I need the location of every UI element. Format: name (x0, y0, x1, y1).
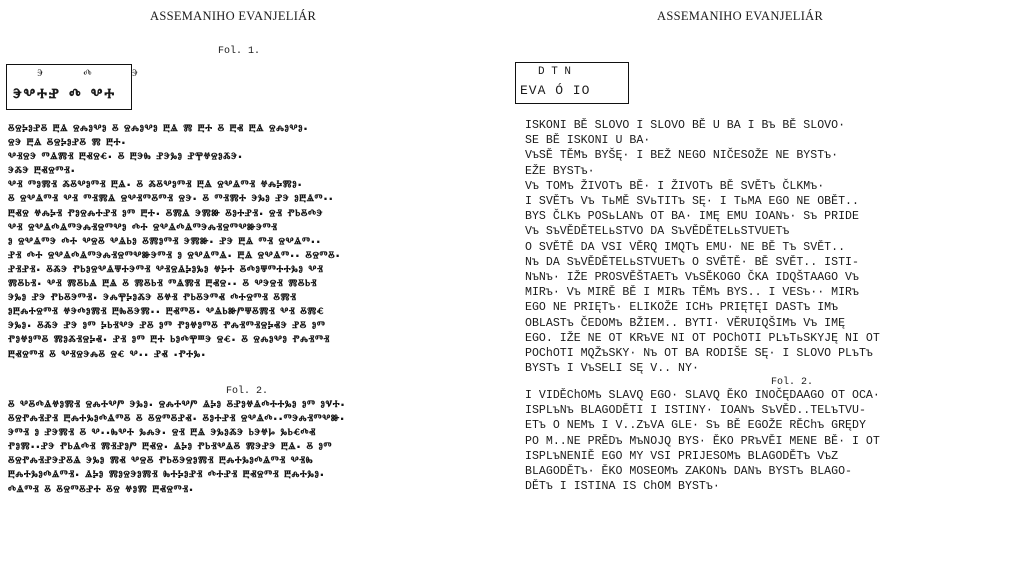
glagolitic-line: ⰵⱅⱐ ⱁ ⱀⰵⰿⱐ ⰻ ⰲ··ⰸⰲⰰ ⰳⰾⰵ· ⱄⱐ ⰱⱑ ⰵⰳⱁⰶⰵ ⱃⰵⱍⱈ ⰳⱃⱔⰴⱏ (8, 426, 316, 441)
right-title-box-superscript: D T N (538, 66, 572, 78)
glagolitic-line: ⰱⱏⱄ ⱍⰾⰽⱐ ⱂⱁⱄⰾⰰⱀⱐ ⱁⱅ ⰱⰰ· ⰻⰿⱑ ⰵⰿⱆ ⰻⱁⰰⱀⱐ· ⱄⱐ ⱂⱃⰻⰴⰵ (8, 206, 324, 221)
glagolitic-line: ⱁⰱⰾⰰⱄⱅⱐ ⱍⰵⰴⱁⰿⱐ ⰱⰸⰻⰵⰿ·· ⰱⱏⱅⰻ· ⰲⱑⱃⱆⱓⱋⰻⰿⱐ ⰲⱐ ⰻⰿⱔ (8, 305, 325, 320)
glagolitic-line: ⱄⰵ ⰱⱑ ⰻⱄⰽⱁⱀⰻ ⰿ ⰱⰰ· (8, 136, 127, 151)
latin-line: PO M..NE PRĚDъ MъNOJQ BYS· ĚKO PRъVĚI MENE BĚ· I OT (525, 434, 880, 448)
latin-line: NъNъ· IŽE PROSVĚŠTAETъ VъSĚKOGO ČKA IDQŠTAAGO Vъ (525, 271, 859, 285)
glagolitic-line: ⰱⰾⰰⰳⱁⰴⱑⱅⱐ· ⱑⰽⱁ ⰿⱁⱄⰵⱁⰿⱐ ⰸⰰⰽⱁⱀⱐ ⰴⰰⱀⱐ ⰱⱏⱄⱅⱐ ⰱⰾⰰⰳⱁ· (8, 468, 325, 483)
latin-line: I SVĚTъ Vъ TьMĚ SVьTITъ SĘ· I TьMA EGO NE OBĚT.. (525, 195, 859, 209)
latin-line: EGO NE PRIĘTъ· ELIKOŽE ICHъ PRIĘTĘI DASTъ IMъ (525, 301, 839, 315)
glagolitic-line: ⱁ ⱄⰲⱑⱅⰵ ⰴⰰ ⰲⱄⰻ ⰲⱑⱃⱁ ⰻⰿⱁⱅⱐ ⰵⰿⱆ· ⱀⰵ ⰱⱑ ⱅⱐ ⱄⰲⱑⱅ·· (8, 234, 322, 249)
latin-line: O SVĚTĚ DA VSI VĚRQ IMQTъ EMU· NE BĚ Tъ SVĚT.. (525, 240, 846, 254)
right-title-box-main: EVA Ó IO (520, 83, 591, 98)
glagolitic-line: ⰲⱐⱄⰵ ⱅⱑⰿⱐ ⰱⱏⱄⱔ· ⰻ ⰱⰵⰸ ⱀⰵⰳⱁ ⱀⰹⱍⱄⱁⰶⰵ· (8, 150, 243, 165)
right-title-box (515, 62, 629, 104)
latin-line: SE BĚ ISKONI U BA· (525, 134, 651, 148)
latin-line: POChOTI MQŽъSKY· Nъ OT BA RODIŠE SĘ· I SLOVO PLъTъ (525, 347, 873, 361)
glagolitic-line: ⰵⰶⰵ ⰱⱏⱄⱅⱐ· (8, 164, 76, 179)
glagolitic-text-block-2 (8, 398, 498, 497)
right-page-heading: ASSEMANIHO EVANJELIÁR (657, 9, 824, 23)
latin-line: Nъ DA SъVĚDĚTELьSTVUETъ O SVĚTĚ· BĚ SVĚT.. ISTI- (525, 255, 859, 269)
right-folio-2: Fol. 2. (771, 377, 814, 388)
glagolitic-line: ⰵⰳⱁ· ⰻⰶⰵ ⱀⰵ ⱁⱅ ⰽⱃⱐⰲⰵ ⱀⰻ ⱁⱅ ⱂⱁⱍⱁⱅⰻ ⱂⰾⱐⱅⱐⱄⰽⱏⰵ ⱀⰻ ⱁⱅ (8, 319, 326, 334)
latin-line: ISPLъNъ BLAGODĚTI I ISTINY· IOANъ SъVĚD..TELъTVU- (525, 404, 866, 418)
glagolitic-line: ⱂⱁⱍⱁⱅⰻ ⰿⱁⰶⱐⱄⰽⱏ· ⱀⱐ ⱁⱅ ⰱⰰ ⱃⱁⰴⰹⱎⰵ ⱄⱔ· ⰻ ⱄⰾⱁⰲⱁ ⱂⰾⱐⱅⱐ (8, 333, 330, 348)
left-page (0, 0, 500, 572)
latin-line: DĚTъ I ISTINA IS ChOM BYSTъ· (525, 480, 720, 494)
latin-line: EŽE BYSTъ· (525, 164, 595, 178)
left-folio-1: Fol. 1. (218, 46, 261, 57)
left-page-heading: ASSEMANIHO EVANJELIÁR (150, 9, 317, 23)
glagolitic-line: ⱀⱐⱀⱐ· ⰻⰶⰵ ⱂⱃⱁⱄⰲⱑⱋⰰⰵⱅⱐ ⰲⱐⱄⱑⰽⱁⰳⱁ ⱍⰽⰰ ⰻⰴⱁⱋⱅⰰⰰⰳⱁ ⰲⱐ (8, 262, 324, 277)
latin-line: VъSĚ TĚMъ BYŠĘ· I BEŽ NEGO NIČESOŽE NE BYSTъ· (525, 149, 839, 163)
latin-text-block-1 (525, 118, 1025, 376)
glagolitic-line: ⰻ ⱄⰲⱑⱅⱐ ⰲⱐ ⱅⱐⰿⱑ ⱄⰲⱐⱅⰻⱅⱐ ⱄⰵ· ⰻ ⱅⱐⰿⰰ ⰵⰳⱁ ⱀⰵ ⱁⰱⱑⱅ·· (8, 192, 334, 207)
glagolitic-line: ⰲⱐ ⱄⰲⱑⰴⱑⱅⰵⰾⱐⱄⱅⰲⱁ ⰴⰰ ⱄⰲⱑⰴⱑⱅⰵⰾⱐⱄⱅⰲⱆⰵⱅⱐ (8, 220, 278, 235)
glagolitic-line: ⰱⱏⱄⱅⱐ ⰻ ⰲⱐⱄⰵⰾⰻ ⱄⱔ ⰲ·· ⱀⱏ ·ⱂⰰⰳ· (8, 347, 207, 362)
glagolitic-line: ⰻⱄⰽⱁⱀⰻ ⰱⱑ ⱄⰾⱁⰲⱁ ⰻ ⱄⰾⱁⰲⱁ ⰱⱑ ⰿ ⰱⰰ ⰻ ⰱⱏ ⰱⱑ ⱄⰾⱁⰲⱁ· (8, 122, 309, 136)
latin-line: MIRъ· Vъ MIRĚ BĚ I MIRъ TĚMъ BYS.. I VESъ·· MIRъ (525, 286, 859, 300)
glagolitic-line: ⰻ ⰲⰻⰴⱑⱍⱁⰿⱐ ⱄⰾⰰⰲⱓ ⰵⰳⱁ· ⱄⰾⰰⰲⱓ ⱑⰽⱁ ⰻⱀⱁⱍⱑⰴⰰⰰⰳⱁ ⱁⱅ ⱁⱌⰰ· (8, 398, 346, 412)
glagolitic-line: ⰿⰻⱃⱐ· ⰲⱐ ⰿⰻⱃⱑ ⰱⱑ ⰻ ⰿⰻⱃⱐ ⱅⱑⰿⱐ ⰱⱏⱄ·· ⰻ ⰲⰵⱄⱐ ⰿⰻⱃⱐ (8, 277, 318, 292)
latin-text-block-2 (525, 388, 1025, 494)
glagolitic-line: ⱂⱁⰿ··ⱀⰵ ⱂⱃⱑⰴⱐ ⰿⱐⱀⱁⱓ ⰱⱏⱄ· ⱑⰽⱁ ⱂⱃⱐⰲⱑⰻ ⰿⰵⱀⰵ ⰱⱑ· ⰻ ⱁⱅ (8, 440, 333, 455)
left-folio-2: Fol. 2. (226, 386, 269, 397)
latin-line: ISKONI BĚ SLOVO I SLOVO BĚ U BA I Bъ BĚ SLOVO· (525, 119, 846, 132)
latin-line: Vъ TOMъ ŽIVOTъ BĚ· I ŽIVOTъ BĚ SVĚTъ ČLKMъ· (525, 179, 825, 193)
glagolitic-line: ⰻⱄⱂⰾⱐⱀⱐ ⰱⰾⰰⰳⱁⰴⱑⱅⰻ ⰻ ⰻⱄⱅⰻⱀⱏ· ⰻⱁⰰⱀⱐ ⱄⰲⱑⰴ··ⱅⰵⰾⱐⱅⰲⱆ· (8, 412, 346, 427)
latin-line: EGO. IŽE NE OT KRъVE NI OT POChOTI PLъTьSKYJĘ NI OT (525, 331, 880, 345)
latin-line: I VIDĚChOMъ SLAVQ EGO· SLAVQ ĚKO INOČĘDAAGO OT OCA· (525, 389, 880, 402)
glagolitic-line: ⰻⱄⱂⰾⱐⱀⰵⱀⰻⱑ ⰵⰳⱁ ⰿⱏ ⰲⱄⰻ ⱂⱃⰻⰵⱄⱁⰿⱐ ⰱⰾⰰⰳⱁⰴⱑⱅⱐ ⰲⱐⰸ (8, 454, 314, 469)
latin-line: BYSTъ I VъSELI SĘ V.. NY· (525, 362, 699, 376)
left-title-box-main: ⰵⰲⰰⱀ ⰴ ⰲⰰ (13, 85, 117, 106)
latin-line: BYS ČLKъ POSьLANъ OT BA· IMĘ EMU IOANъ· Sъ PRIDE (525, 210, 859, 224)
left-title-box (6, 64, 157, 110)
latin-line: BLAGODĚTъ· ĚKO MOSEOMъ ZAKONъ DANъ BYSTъ BLAGO- (525, 465, 852, 479)
latin-line: OBLASTъ ČEDOMъ BŽIEM.. BYTI· VĚRUIQŠIMъ Vъ IMĘ (525, 316, 846, 330)
right-page (515, 0, 1030, 572)
glagolitic-text-block-1 (8, 122, 498, 362)
latin-line: Vъ SъVĚDĚTELьSTVO DA SъVĚDĚTELьSTVUETъ (525, 225, 790, 239)
glagolitic-line: ⱀⱐ ⰴⰰ ⱄⰲⱑⰴⱑⱅⰵⰾⱐⱄⱅⰲⱆⰵⱅⱐ ⱁ ⱄⰲⱑⱅⱑ· ⰱⱑ ⱄⰲⱑⱅ·· ⰻⱄⱅⰻ· (8, 248, 341, 263)
latin-line: ISPLъNENIĚ EGO MY VSI PRIJESOMъ BLAGODĚTъ VъZ (525, 449, 839, 463)
glagolitic-line: ⰴⱑⱅⱐ ⰻ ⰻⱄⱅⰻⱀⰰ ⰻⱄ ⱍⱁⰿ ⰱⱏⱄⱅⱐ· (8, 482, 195, 497)
latin-line: ETъ O NEMъ I V..ZъVA GLE· Sъ BĚ EGOŽE RĚChъ GRĘDY (525, 419, 866, 433)
left-title-box-superscript: ⰵ ⰴ ⰵ (37, 67, 157, 82)
glagolitic-line: ⰵⰳⱁ ⱀⰵ ⱂⱃⰻⰵⱅⱐ· ⰵⰾⰹⰽⱁⰶⰵ ⰻⱍⱐ ⱂⱃⰻⰵⱅⱏ ⰴⰰⱄⱅⱐ ⰻⰿⱐ (8, 291, 297, 306)
glagolitic-line: ⰲⱐ ⱅⱁⰿⱐ ⰶⰻⰲⱁⱅⱐ ⰱⱑ· ⰻ ⰶⰻⰲⱁⱅⱐ ⰱⱑ ⱄⰲⱑⱅⱐ ⱍⰾⰽⰿⱁ· (8, 178, 303, 193)
